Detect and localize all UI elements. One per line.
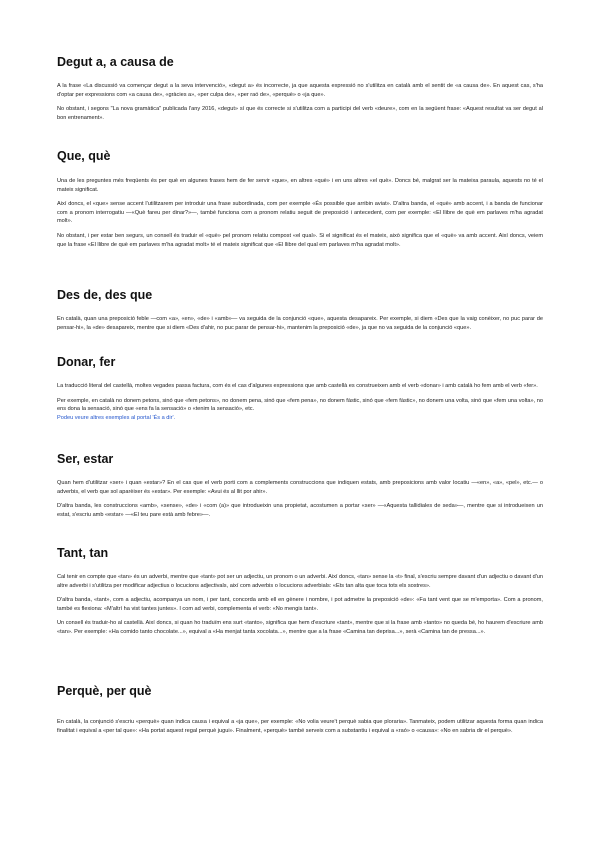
section-degut-a	[57, 55, 543, 122]
section-des-de	[57, 288, 543, 332]
section-title: Donar, fer	[57, 355, 116, 369]
section-title: Que, què	[57, 149, 111, 163]
paragraph: No obstant, i segons "La nova gramàtica" publicada l'any 2016, «degut» sí que és correcte si s'utilitza com a participi del verb «deure», com en la següent frase: «Aquest resultat va ser degut al bon entrenament».	[57, 106, 543, 121]
section-tant-tan	[57, 546, 543, 637]
portal-link[interactable]: Podeu veure altres exemples al portal 'És a dir'.	[57, 414, 176, 421]
paragraph: No obstant, i per estar ben segurs, un consell és traduir el «què» pel pronom relatiu compost «el qual». Si el significat és el mateix, això significa que el «què» va amb accent. Així doncs, veiem que la frase «El llibre de què em parlaves m'ha agradat molt» té el mateix significat que «El llibre del qual em parlaves m'ha agradat molt».	[57, 232, 543, 248]
paragraph: Quan hem d'utilitzar «ser» i quan «estar»? En el cas que el verb porti com a complements construccions que indiquen estats, amb preposicions amb valor locatiu —«en», «a», «pel», etc.— o adverbis, el verb que sol aparèixer és «estar». Per exemple: «Avui és al llit por ahir».	[57, 480, 543, 495]
section-title: Ser, estar	[57, 452, 114, 466]
paragraph: Cal tenir en compte que «tan» és un adverbi, mentre que «tant» pot ser un adjectiu, un pronom o un adverbi. Així doncs, «tan» sense la «t» final, s'escriu sempre davant d'un adjectiu o davant d'un altre adverbi i s'utilitza per modificar adjectius o locucions adjectivals, així com adverbis o locucions adverbials: «Ets tan alta que toca tots els sostres».	[57, 574, 543, 589]
section-que	[57, 149, 543, 249]
paragraph: D'altra banda, «tant», com a adjectiu, acompanya un nom, i per tant, concorda amb ell en gènere i nombre, i pot admetre la preposició «de»: «Fa tant vent que se m'emporta». Com a pronom, també es flexiona: «M'altrí ha vist tantes juntes». I com ad verbi, complementa el verb: «No mengis tant».	[57, 597, 543, 612]
section-ser-estar	[57, 452, 543, 519]
paragraph: En català, la conjunció s'escriu «perquè» quan indica causa i equival a «ja que», per exemple: «No volia veure't perquè sabia que ploraria». Tanmateix, podem utilitzar aquesta forma quan indica finalitat i equival a «per tal que»: «Ha portat aquest regal perquè jugui». Finalment, «perquè» també serveix com a substantiu i equival a «raó» o «causa»: «No en sabria dir el perquè».	[57, 719, 543, 734]
section-title: Degut a, a causa de	[57, 55, 174, 69]
paragraph: A la frase «La discussió va començar degut a la seva intervenció», «degut a» és incorrecte, ja que aquesta expressió no s'utilitza en català amb el sentit de «a causa de». En aquest cas, s'ha d'optar per expressions com «a causa de», «gràcies a», «per culpa de», «per raó de», «perquè» o «ja que».	[57, 83, 543, 98]
paragraph: Per exemple, en català no donem petons, sinó que «fem petons», no donem pena, sinó que «fem pena», no donem fàstic, sinó que «fem fàstic», no donem una volta, sinó que «fem una volta», no ens dona la sensació, sinó que «ens fa la sensació» o «tenim la sensació», etc.	[57, 397, 543, 413]
section-title: Perquè, per què	[57, 684, 152, 698]
paragraph: En català, quan una preposició feble —com «a», «en», «de» i «amb»— va seguida de la conjunció «que», aquesta desapareix. Per exemple, si diem «Des que la vaig conèixer, no puc parar de pensar-hi», la «de» desapareix, mentre que si diem «Des d'ahir, no puc parar de pensar-hi», mantenim la preposició «de», ja que no va seguida de la conjunció «que».	[57, 316, 543, 331]
paragraph: D'altra banda, les construccions «amb», «sense», «de» i «com (a)» que introdueixin una propietat, acostumen a portar «ser» —«Aquesta tallidiales de seda»—, mentre que si introdueixen un estat, s'escriu amb «estar» —«El teu pare està amb febre»—.	[57, 503, 543, 518]
paragraph: Una de les preguntes més freqüents és per què en algunes frases hem de fer servir «que», en altres «què» i en uns altres «el què». Doncs bé, malgrat ser la mateixa paraula, aquests no té el mateix significat.	[57, 178, 543, 193]
paragraph: La traducció literal del castellà, moltes vegades passa factura, com és el cas d'algunes expressions que amb castellà es construeixen amb el verb «donar» i amb català ho fem amb el verb «fer».	[57, 383, 538, 389]
section-title: Des de, des que	[57, 288, 153, 302]
section-donar-fer	[57, 355, 543, 422]
paragraph: Així doncs, el «que» sense accent l'utilitzarem per introduir una frase subordinada, com per exemple «És possible que arribin aviat». D'altra banda, el «què» amb accent, i a banda de funcionar com a pronom interrogatiu —«Què fareu per dinar?»—, també funciona com a pronom relatiu seguit de preposició i antecedent, com per exemple: «El llibre de què em parlaves m'ha agradat molt».	[57, 201, 543, 225]
paragraph: Un consell és traduir-ho al castellà. Així doncs, si quan ho traduïm ens surt «tanto», significa que hem d'escriure «tant», mentre que si la frase amb «tanto» no queda bé, ho haurem d'escriure amb «tan». Per exemple: «Ha comido tanto chocolate...», equival a «Ha menjat tanta xocolata...», mentre que a la frase «Camina tan deprisa...», serà «Camina tan de pressa...».	[57, 620, 543, 635]
section-title: Tant, tan	[57, 546, 109, 560]
section-perque	[57, 684, 543, 735]
